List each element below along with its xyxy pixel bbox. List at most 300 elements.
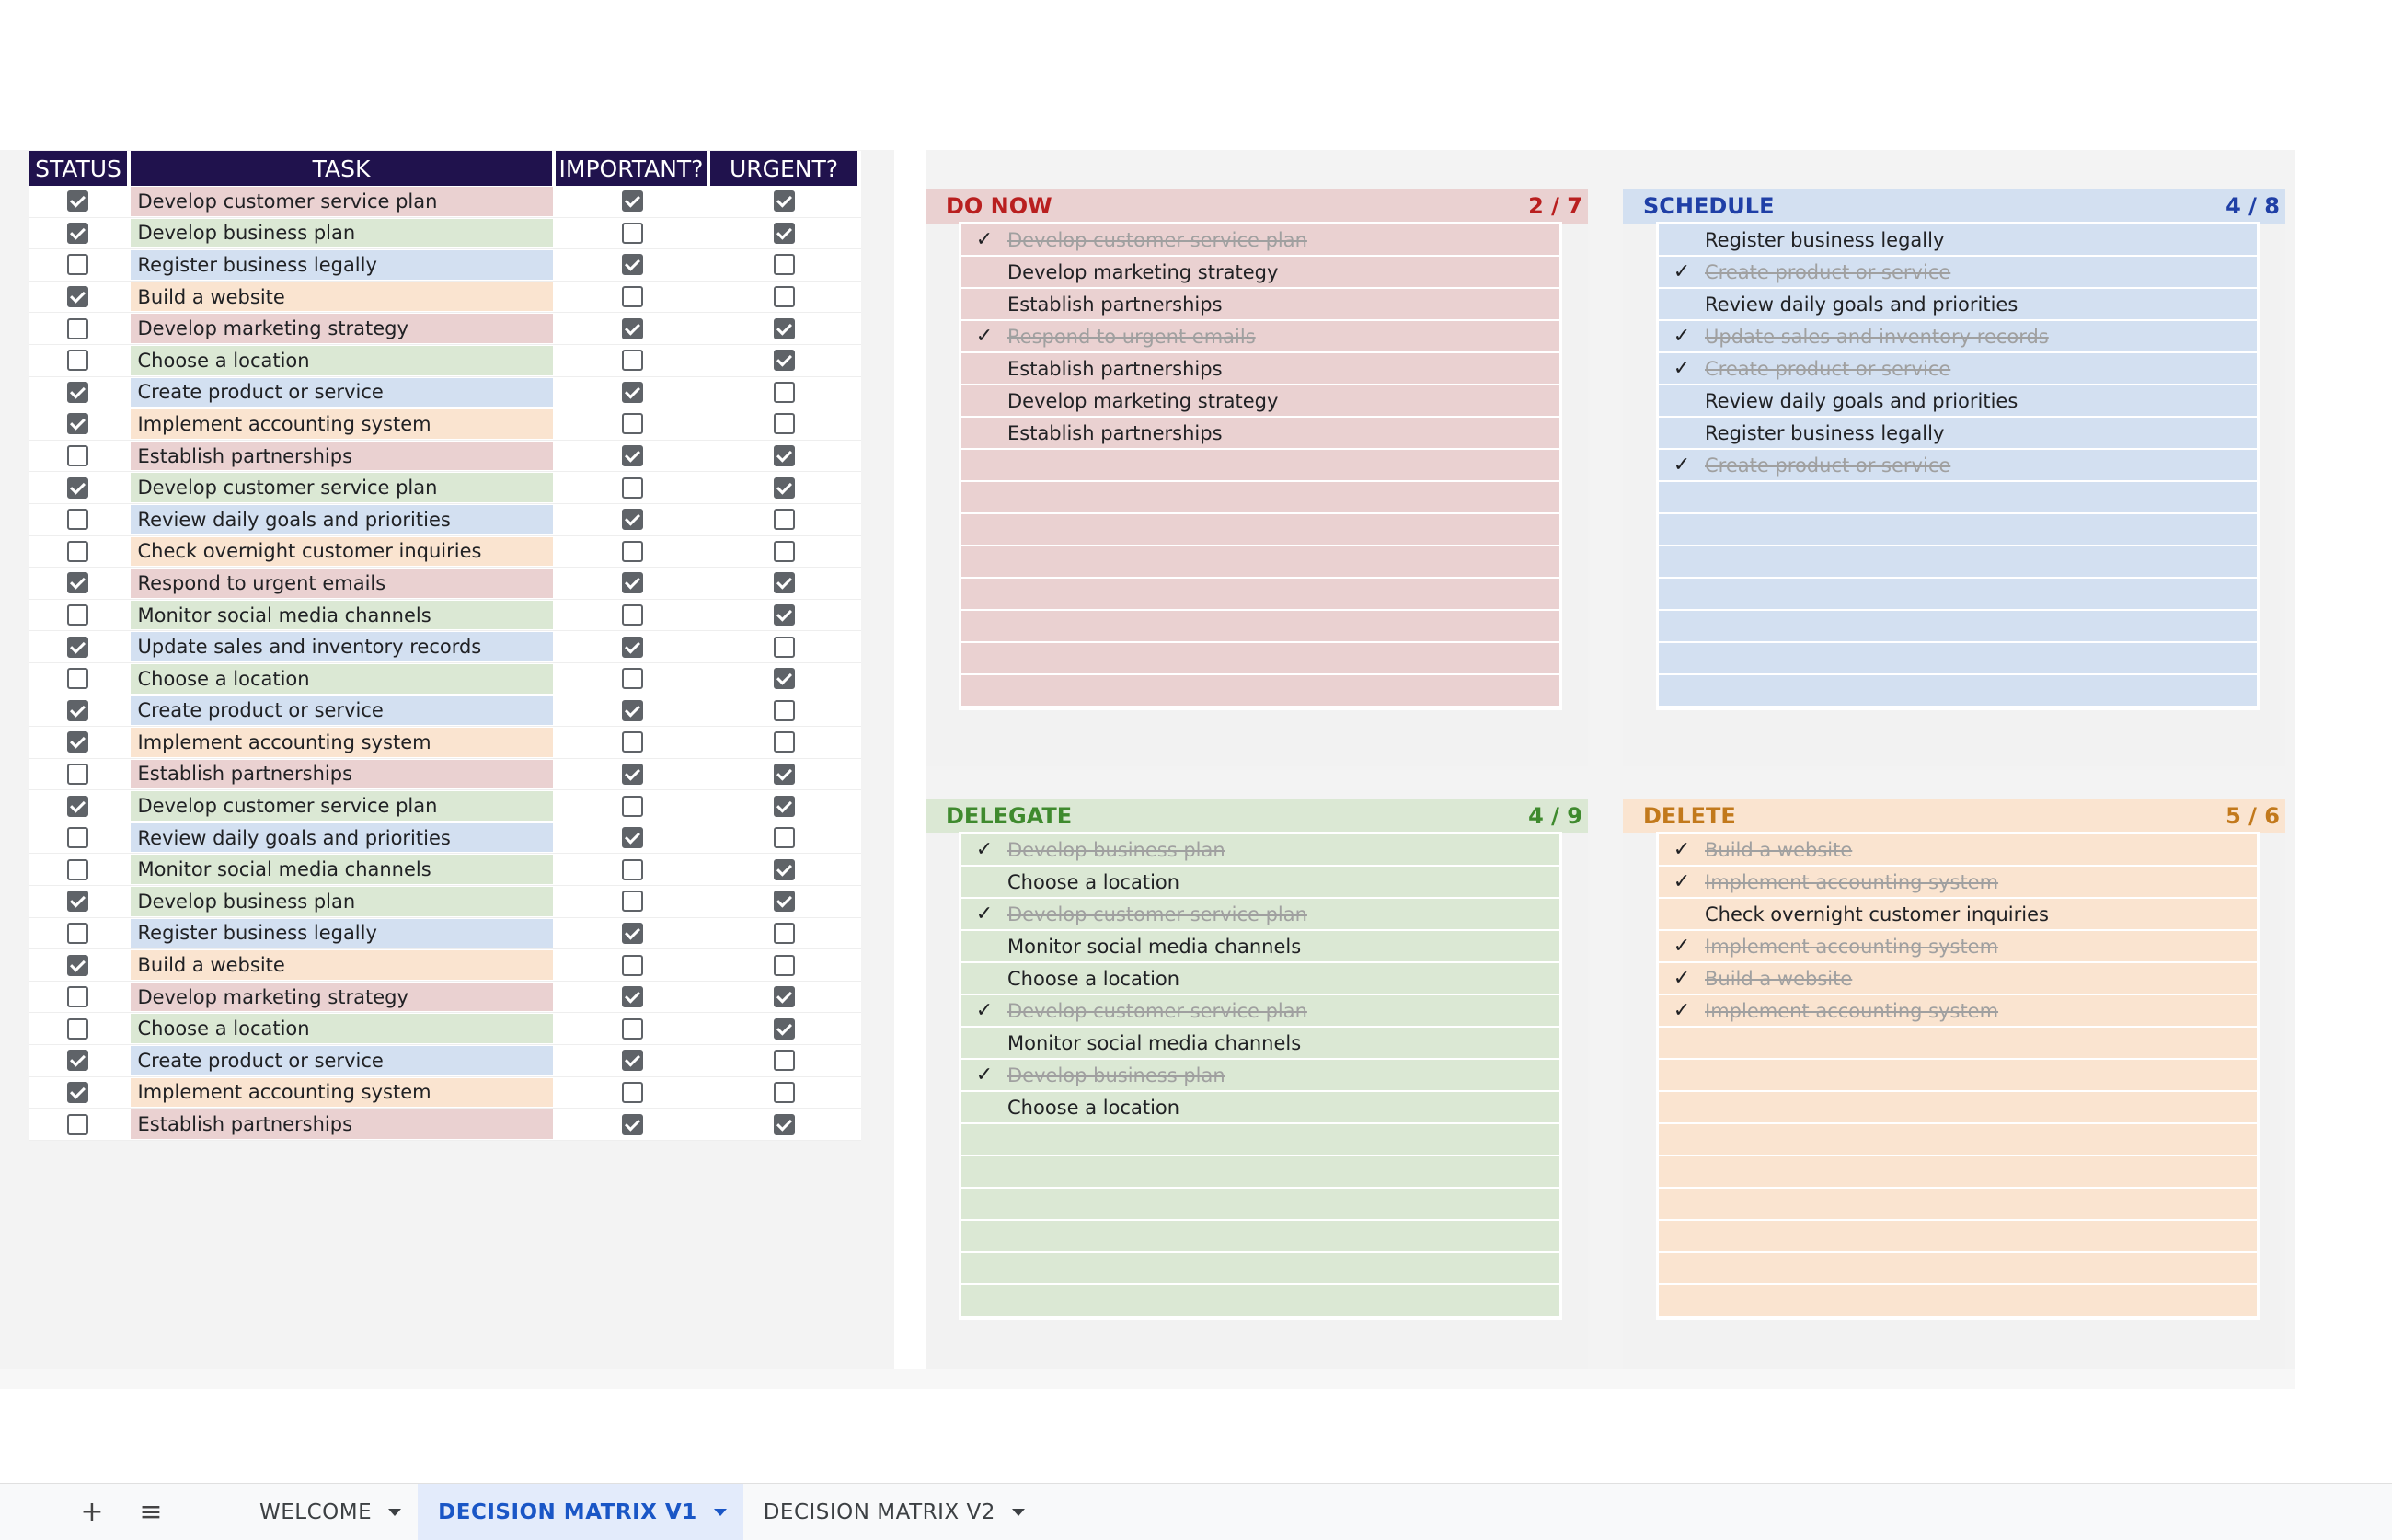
quadrant-empty-slot[interactable] (1659, 514, 2257, 546)
quadrant-item-text: Develop customer service plan (1007, 902, 1307, 925)
table-row (29, 408, 861, 441)
task-cell[interactable]: Choose a location (131, 346, 554, 375)
checkmark-icon: ✓ (1673, 838, 1691, 861)
urgent-cell (711, 441, 861, 472)
quadrant-item-text: Create product or service (1705, 357, 1951, 380)
status-checkbox[interactable] (67, 923, 88, 944)
task-cell[interactable]: Update sales and inventory records (131, 632, 554, 661)
urgent-checkbox[interactable] (774, 223, 795, 244)
status-cell (29, 408, 131, 440)
urgent-checkbox[interactable] (774, 955, 795, 976)
important-checkbox[interactable] (622, 223, 643, 244)
table-row (29, 631, 861, 663)
quadrant-item-text: Develop business plan (1007, 838, 1225, 861)
urgent-checkbox[interactable] (774, 923, 795, 944)
urgent-checkbox[interactable] (774, 1114, 795, 1135)
all-sheets-button[interactable] (121, 1484, 180, 1540)
important-checkbox[interactable] (622, 254, 643, 275)
urgent-checkbox[interactable] (774, 859, 795, 880)
status-cell (29, 377, 131, 408)
task-cell[interactable]: Build a website (131, 282, 554, 312)
checkmark-icon: ✓ (1673, 870, 1691, 893)
status-checkbox[interactable] (67, 413, 88, 434)
task-cell[interactable]: Implement accounting system (131, 409, 554, 439)
important-cell (557, 663, 710, 695)
urgent-checkbox[interactable] (774, 286, 795, 307)
important-checkbox[interactable] (622, 509, 643, 530)
status-cell (29, 249, 131, 281)
important-checkbox[interactable] (622, 382, 643, 403)
task-cell[interactable]: Register business legally (131, 250, 554, 280)
urgent-checkbox[interactable] (774, 700, 795, 721)
quadrant-item-text: Develop marketing strategy (1007, 389, 1279, 412)
plus-icon: + (80, 1496, 104, 1528)
task-cell[interactable]: Monitor social media channels (131, 855, 554, 884)
status-checkbox[interactable] (67, 445, 88, 466)
urgent-checkbox[interactable] (774, 731, 795, 753)
status-checkbox[interactable] (67, 796, 88, 817)
quadrant-item[interactable] (1659, 963, 2257, 995)
quadrant-header (1623, 189, 2285, 224)
urgent-cell (711, 408, 861, 440)
urgent-cell (711, 313, 861, 344)
quadrant-empty-slot[interactable] (1659, 1189, 2257, 1221)
important-checkbox[interactable] (622, 891, 643, 912)
quadrant-header (926, 189, 1588, 224)
quadrant-empty-slot[interactable] (1659, 675, 2257, 707)
task-cell[interactable]: Establish partnerships (131, 760, 554, 789)
status-checkbox[interactable] (67, 254, 88, 275)
urgent-cell (711, 1013, 861, 1044)
table-row (29, 282, 861, 314)
important-checkbox[interactable] (622, 923, 643, 944)
task-cell[interactable]: Develop marketing strategy (131, 983, 554, 1012)
task-cell[interactable]: Build a website (131, 950, 554, 980)
urgent-cell (711, 282, 861, 313)
table-row (29, 600, 861, 632)
quadrant-item[interactable] (1659, 353, 2257, 385)
add-sheet-button[interactable] (63, 1484, 121, 1540)
quadrant-count: 4 / 8 (2225, 193, 2280, 219)
task-table-header (29, 151, 861, 186)
quadrant-empty-slot[interactable] (961, 1156, 1559, 1189)
urgent-checkbox[interactable] (774, 190, 795, 212)
important-cell (557, 918, 710, 949)
important-checkbox[interactable] (622, 668, 643, 689)
quadrant-item-text: Build a website (1705, 967, 1853, 990)
task-cell[interactable]: Develop business plan (131, 887, 554, 916)
quadrant-empty-slot[interactable] (961, 579, 1559, 611)
quadrant-item-text: Develop marketing strategy (1007, 260, 1279, 283)
urgent-checkbox[interactable] (774, 572, 795, 593)
urgent-cell (711, 949, 861, 981)
quadrant-empty-slot[interactable] (961, 1253, 1559, 1285)
urgent-cell (711, 1045, 861, 1076)
quadrant-item[interactable] (1659, 450, 2257, 482)
important-checkbox[interactable] (622, 190, 643, 212)
task-cell[interactable]: Establish partnerships (131, 1109, 554, 1139)
important-checkbox[interactable] (622, 572, 643, 593)
quadrant-item[interactable] (961, 289, 1559, 321)
quadrant-item-text: Develop customer service plan (1007, 999, 1307, 1022)
urgent-checkbox[interactable] (774, 637, 795, 658)
status-cell (29, 472, 131, 503)
important-checkbox[interactable] (622, 731, 643, 753)
task-cell[interactable]: Develop customer service plan (131, 473, 554, 502)
table-row (29, 790, 861, 822)
quadrant-item[interactable] (1659, 931, 2257, 963)
quadrant-empty-slot[interactable] (961, 1285, 1559, 1317)
quadrant-empty-slot[interactable] (1659, 1092, 2257, 1124)
important-cell (557, 727, 710, 758)
checkmark-icon: ✓ (1673, 260, 1691, 283)
tab-decision-matrix-v2[interactable] (743, 1484, 1041, 1540)
status-checkbox[interactable] (67, 1050, 88, 1071)
status-checkbox[interactable] (67, 190, 88, 212)
table-row (29, 1013, 861, 1045)
important-checkbox[interactable] (622, 827, 643, 848)
quadrant-empty-slot[interactable] (1659, 1253, 2257, 1285)
task-cell[interactable]: Develop customer service plan (131, 791, 554, 821)
urgent-checkbox[interactable] (774, 445, 795, 466)
urgent-checkbox[interactable] (774, 318, 795, 339)
checkmark-icon: ✓ (975, 228, 994, 251)
quadrant-count: 2 / 7 (1528, 193, 1582, 219)
table-row (29, 313, 861, 345)
task-cell[interactable]: Register business legally (131, 919, 554, 948)
quadrant-count: 4 / 9 (1528, 803, 1582, 829)
urgent-cell (711, 822, 861, 854)
quadrant-item[interactable] (1659, 418, 2257, 450)
table-row (29, 759, 861, 791)
urgent-checkbox[interactable] (774, 413, 795, 434)
table-row (29, 949, 861, 982)
chevron-down-icon[interactable] (714, 1509, 727, 1516)
task-cell[interactable]: Choose a location (131, 1014, 554, 1043)
quadrant-title: DELETE (1643, 803, 1736, 829)
urgent-checkbox[interactable] (774, 764, 795, 785)
quadrant-item-text: Choose a location (1007, 870, 1180, 893)
table-row (29, 568, 861, 600)
urgent-checkbox[interactable] (774, 986, 795, 1007)
quadrant-empty-slot[interactable] (1659, 643, 2257, 675)
status-column-header[interactable]: STATUS (29, 151, 131, 186)
status-checkbox[interactable] (67, 827, 88, 848)
quadrant-item[interactable] (1659, 899, 2257, 931)
important-checkbox[interactable] (622, 541, 643, 562)
checkmark-icon: ✓ (975, 1063, 994, 1086)
important-checkbox[interactable] (622, 637, 643, 658)
task-cell[interactable]: Review daily goals and priorities (131, 823, 554, 853)
chevron-down-icon[interactable] (388, 1509, 401, 1516)
status-cell (29, 759, 131, 790)
table-row (29, 186, 861, 218)
status-checkbox[interactable] (67, 572, 88, 593)
quadrant-empty-slot[interactable] (1659, 1028, 2257, 1060)
table-row (29, 441, 861, 473)
important-checkbox[interactable] (622, 286, 643, 307)
quadrant-item[interactable] (961, 867, 1559, 899)
sheet-footer-strip (0, 1369, 2295, 1389)
tab-decision-matrix-v1[interactable] (418, 1484, 743, 1540)
important-cell (557, 631, 710, 662)
task-cell[interactable]: Create product or service (131, 1046, 554, 1075)
quadrant-item-text: Implement accounting system (1705, 935, 1999, 958)
quadrant-empty-slot[interactable] (961, 675, 1559, 707)
quadrant-item[interactable] (961, 257, 1559, 289)
urgent-cell (711, 1109, 861, 1140)
important-checkbox[interactable] (622, 986, 643, 1007)
important-cell (557, 441, 710, 472)
quadrant-item[interactable] (961, 931, 1559, 963)
status-checkbox[interactable] (67, 223, 88, 244)
quadrant-item[interactable] (961, 224, 1559, 257)
urgent-cell (711, 790, 861, 822)
quadrant-empty-slot[interactable] (1659, 1285, 2257, 1317)
quadrant-empty-slot[interactable] (1659, 579, 2257, 611)
quadrant-empty-slot[interactable] (1659, 1060, 2257, 1092)
quadrant-item[interactable] (1659, 224, 2257, 257)
urgent-checkbox[interactable] (774, 382, 795, 403)
menu-icon: ≡ (139, 1496, 163, 1528)
urgent-checkbox[interactable] (774, 477, 795, 499)
task-cell[interactable]: Develop business plan (131, 219, 554, 248)
quadrant-delegate (926, 799, 1588, 1369)
urgent-cell (711, 918, 861, 949)
quadrant-item[interactable] (961, 1092, 1559, 1124)
task-cell[interactable]: Monitor social media channels (131, 601, 554, 630)
quadrant-title: DELEGATE (946, 803, 1073, 829)
urgent-cell (711, 504, 861, 535)
task-cell[interactable]: Choose a location (131, 664, 554, 694)
urgent-checkbox[interactable] (774, 1018, 795, 1040)
table-row (29, 345, 861, 377)
tab-label: DECISION MATRIX V2 (763, 1500, 995, 1524)
status-checkbox[interactable] (67, 286, 88, 307)
urgent-checkbox[interactable] (774, 1082, 795, 1103)
checkmark-icon: ✓ (1673, 357, 1691, 380)
status-checkbox[interactable] (67, 637, 88, 658)
status-checkbox[interactable] (67, 1114, 88, 1135)
task-table (29, 151, 861, 1141)
status-checkbox[interactable] (67, 955, 88, 976)
quadrant-item-text: Choose a location (1007, 1096, 1180, 1119)
task-cell[interactable]: Establish partnerships (131, 442, 554, 471)
quadrant-item[interactable] (961, 321, 1559, 353)
quadrant-item-text: Review daily goals and priorities (1705, 389, 2018, 412)
quadrant-item[interactable] (1659, 867, 2257, 899)
urgent-checkbox[interactable] (774, 891, 795, 912)
quadrant-empty-slot[interactable] (961, 450, 1559, 482)
status-checkbox[interactable] (67, 382, 88, 403)
status-cell (29, 504, 131, 535)
quadrant-delete (1623, 799, 2285, 1369)
important-checkbox[interactable] (622, 413, 643, 434)
quadrant-empty-slot[interactable] (961, 482, 1559, 514)
important-cell (557, 568, 710, 599)
status-checkbox[interactable] (67, 668, 88, 689)
quadrant-item-text: Register business legally (1705, 421, 1945, 444)
status-cell (29, 886, 131, 917)
status-cell (29, 1045, 131, 1076)
task-cell[interactable]: Check overnight customer inquiries (131, 537, 554, 567)
important-checkbox[interactable] (622, 318, 643, 339)
important-cell (557, 886, 710, 917)
important-checkbox[interactable] (622, 1082, 643, 1103)
status-checkbox[interactable] (67, 604, 88, 626)
important-cell (557, 282, 710, 313)
quadrant-empty-slot[interactable] (1659, 546, 2257, 579)
important-column-header[interactable]: IMPORTANT? (556, 151, 710, 186)
quadrant-item-text: Implement accounting system (1705, 870, 1999, 893)
status-cell (29, 282, 131, 313)
quadrant-empty-slot[interactable] (1659, 482, 2257, 514)
important-checkbox[interactable] (622, 604, 643, 626)
table-row (29, 249, 861, 282)
task-cell[interactable]: Implement accounting system (131, 1078, 554, 1108)
urgent-checkbox[interactable] (774, 350, 795, 371)
urgent-checkbox[interactable] (774, 796, 795, 817)
status-cell (29, 313, 131, 344)
task-cell[interactable]: Develop customer service plan (131, 187, 554, 216)
status-checkbox[interactable] (67, 541, 88, 562)
status-checkbox[interactable] (67, 764, 88, 785)
quadrant-item[interactable] (1659, 995, 2257, 1028)
urgent-checkbox[interactable] (774, 541, 795, 562)
urgent-cell (711, 186, 861, 217)
important-checkbox[interactable] (622, 764, 643, 785)
important-checkbox[interactable] (622, 859, 643, 880)
important-checkbox[interactable] (622, 700, 643, 721)
status-checkbox[interactable] (67, 1082, 88, 1103)
status-cell (29, 982, 131, 1013)
urgent-checkbox[interactable] (774, 604, 795, 626)
quadrant-item[interactable] (961, 834, 1559, 867)
task-column-header[interactable]: TASK (131, 151, 556, 186)
important-checkbox[interactable] (622, 350, 643, 371)
status-checkbox[interactable] (67, 859, 88, 880)
urgent-cell (711, 1077, 861, 1109)
quadrant-empty-slot[interactable] (961, 514, 1559, 546)
urgent-checkbox[interactable] (774, 668, 795, 689)
status-checkbox[interactable] (67, 1018, 88, 1040)
status-checkbox[interactable] (67, 350, 88, 371)
status-checkbox[interactable] (67, 509, 88, 530)
important-cell (557, 822, 710, 854)
quadrant-item[interactable] (961, 963, 1559, 995)
important-checkbox[interactable] (622, 477, 643, 499)
sheet-tab-bar (0, 1483, 2392, 1540)
status-cell (29, 536, 131, 568)
quadrant-empty-slot[interactable] (961, 611, 1559, 643)
task-cell[interactable]: Create product or service (131, 696, 554, 726)
quadrant-item-text: Monitor social media channels (1007, 935, 1302, 958)
status-checkbox[interactable] (67, 891, 88, 912)
table-row (29, 1045, 861, 1077)
quadrant-item[interactable] (961, 899, 1559, 931)
quadrant-empty-slot[interactable] (961, 1189, 1559, 1221)
status-cell (29, 854, 131, 885)
quadrant-schedule (1623, 189, 2285, 766)
urgent-cell (711, 631, 861, 662)
quadrant-item[interactable] (961, 1060, 1559, 1092)
important-checkbox[interactable] (622, 445, 643, 466)
quadrant-empty-slot[interactable] (1659, 1124, 2257, 1156)
checkmark-icon: ✓ (1673, 325, 1691, 348)
quadrant-item[interactable] (961, 418, 1559, 450)
table-row (29, 982, 861, 1014)
quadrant-item-text: Choose a location (1007, 967, 1180, 990)
important-cell (557, 408, 710, 440)
important-checkbox[interactable] (622, 1050, 643, 1071)
quadrant-empty-slot[interactable] (961, 643, 1559, 675)
status-checkbox[interactable] (67, 477, 88, 499)
tab-label: DECISION MATRIX V1 (438, 1500, 697, 1524)
quadrant-do-now (926, 189, 1588, 766)
task-cell[interactable]: Implement accounting system (131, 728, 554, 757)
status-checkbox[interactable] (67, 700, 88, 721)
quadrant-item[interactable] (1659, 289, 2257, 321)
checkmark-icon: ✓ (975, 999, 994, 1022)
quadrant-empty-slot[interactable] (1659, 1221, 2257, 1253)
quadrant-item[interactable] (1659, 385, 2257, 418)
quadrant-item[interactable] (961, 1028, 1559, 1060)
quadrant-item[interactable] (1659, 321, 2257, 353)
quadrant-empty-slot[interactable] (961, 1124, 1559, 1156)
status-checkbox[interactable] (67, 731, 88, 753)
task-cell[interactable]: Develop marketing strategy (131, 314, 554, 343)
quadrant-item[interactable] (961, 385, 1559, 418)
urgent-cell (711, 854, 861, 885)
task-cell[interactable]: Review daily goals and priorities (131, 505, 554, 534)
quadrant-empty-slot[interactable] (961, 546, 1559, 579)
status-cell (29, 695, 131, 727)
quadrant-title: SCHEDULE (1643, 193, 1775, 219)
important-checkbox[interactable] (622, 1018, 643, 1040)
quadrant-item[interactable] (1659, 834, 2257, 867)
task-cell[interactable]: Create product or service (131, 378, 554, 408)
quadrant-item[interactable] (1659, 257, 2257, 289)
urgent-checkbox[interactable] (774, 509, 795, 530)
important-cell (557, 377, 710, 408)
status-checkbox[interactable] (67, 986, 88, 1007)
important-cell (557, 1045, 710, 1076)
quadrant-count: 5 / 6 (2225, 803, 2280, 829)
urgent-column-header[interactable]: URGENT? (710, 151, 861, 186)
important-checkbox[interactable] (622, 955, 643, 976)
urgent-cell (711, 377, 861, 408)
important-cell (557, 218, 710, 249)
quadrant-empty-slot[interactable] (961, 1221, 1559, 1253)
urgent-checkbox[interactable] (774, 1050, 795, 1071)
tab-welcome[interactable] (239, 1484, 418, 1540)
important-checkbox[interactable] (622, 796, 643, 817)
status-checkbox[interactable] (67, 318, 88, 339)
important-checkbox[interactable] (622, 1114, 643, 1135)
important-cell (557, 1109, 710, 1140)
quadrant-empty-slot[interactable] (1659, 1156, 2257, 1189)
urgent-checkbox[interactable] (774, 827, 795, 848)
quadrant-item-text: Create product or service (1705, 454, 1951, 477)
chevron-down-icon[interactable] (1012, 1509, 1025, 1516)
urgent-checkbox[interactable] (774, 254, 795, 275)
quadrant-empty-slot[interactable] (1659, 611, 2257, 643)
task-cell[interactable]: Respond to urgent emails (131, 569, 554, 598)
quadrant-item[interactable] (961, 995, 1559, 1028)
important-cell (557, 472, 710, 503)
important-cell (557, 313, 710, 344)
quadrant-item[interactable] (961, 353, 1559, 385)
